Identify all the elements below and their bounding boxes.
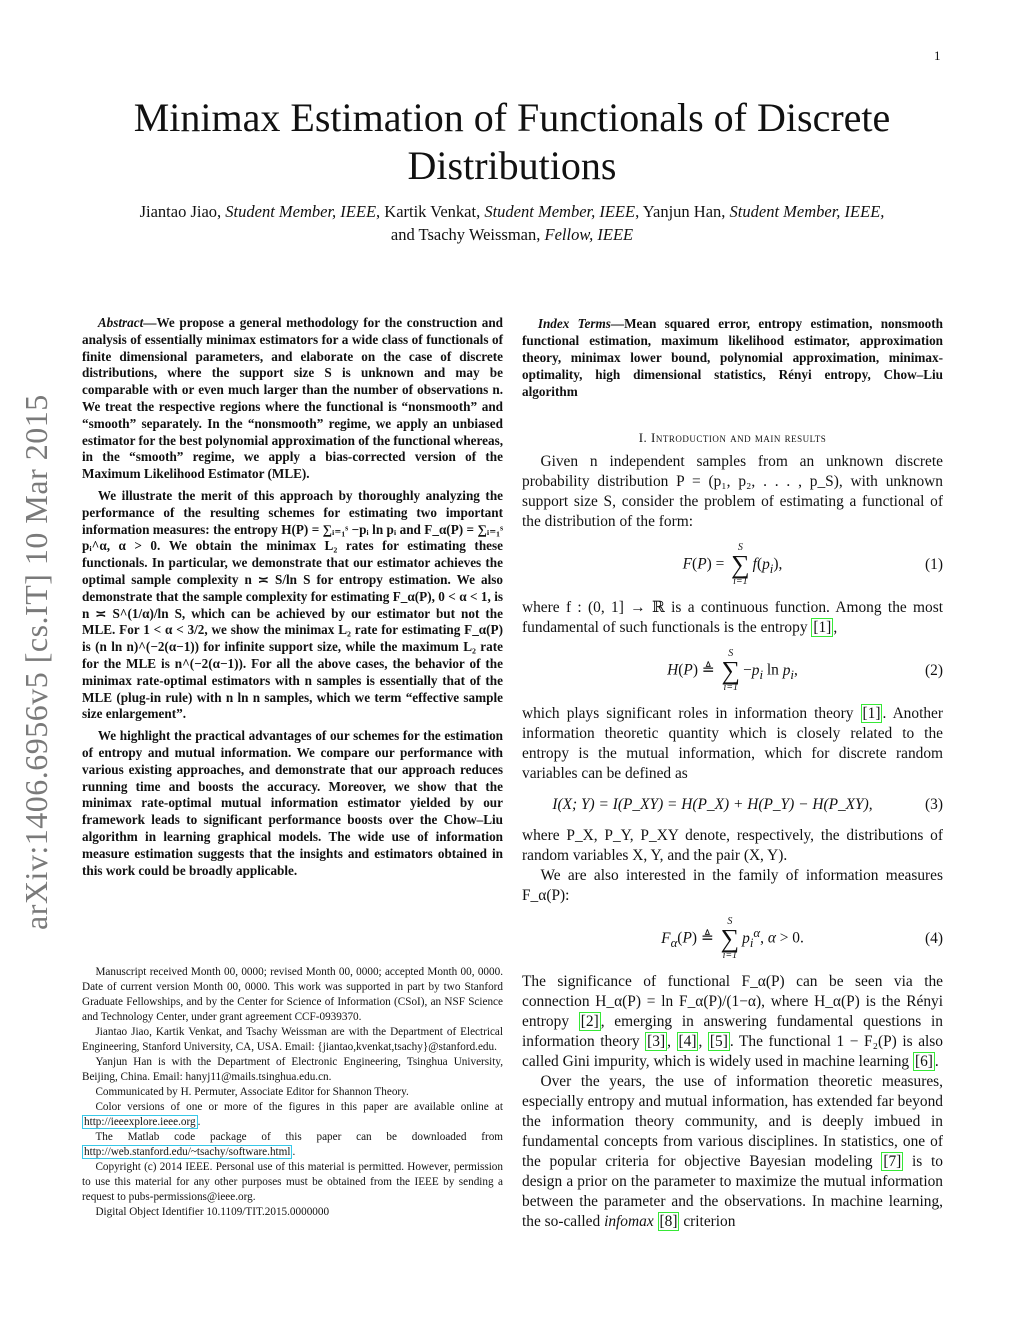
intro-paragraph-7 (522, 1072, 943, 1232)
footnote-text: . (292, 1146, 296, 1158)
citation-link[interactable]: [1] (813, 619, 832, 636)
equation-number: (1) (925, 556, 943, 573)
index-terms (522, 315, 943, 400)
abstract-paragraph-1 (82, 315, 503, 483)
abstract-paragraph-3: We highlight the practical advantages of our schemes for the estimation of entropy and mutual information. We compare our performance with various existing approaches, and demonstrate that our approach reduces running time and boosts the accuracy. Moreover, we show that the minimax rate-optimal mutual information estimator yielded by our framework leads to significant performance boosts over the Chow–Liu algorithm in learning graphical models. The wide use of information measure estimation suggests that the insights and estimators obtained in this work could be broadly applicable. (82, 728, 503, 878)
index-terms-label: Index Terms (537, 316, 611, 331)
citation-link[interactable]: [3] (647, 1033, 666, 1050)
equation-body: I(X; Y) = I(P_XY) = H(P_X) + H(P_Y) − H(P_XY), (552, 796, 873, 813)
citation-link[interactable]: [8] (659, 1213, 678, 1230)
footnote-affiliation-stanford: Jiantao Jiao, Kartik Venkat, and Tsachy Weissman are with the Department of Electrical Engineering, Stanford University, CA, USA. Email: {jiantao,kvenkat,tsachy}@stanford.edu. (82, 1026, 503, 1053)
footnote-color-versions (82, 1100, 503, 1130)
author-name: Jiantao Jiao, (139, 202, 226, 221)
intro-paragraph-1: Given n independent samples from an unknown discrete probability distribution P = (p₁, p₂, . . . , p_S), with unknown support size S, consider the problem of estimating a functional of the distribution of the form: (522, 453, 943, 530)
intro-paragraph-4: where P_X, P_Y, P_XY denote, respectively, the distributions of random variables X, Y, and the pair (X, Y). (522, 827, 943, 864)
author-role: Fellow, IEEE (544, 225, 634, 244)
equation-number: (4) (925, 930, 943, 947)
footnote-code-package (82, 1130, 503, 1160)
body-text: which plays significant roles in information theory (522, 705, 861, 722)
intro-paragraph-3 (522, 704, 943, 784)
citation-link[interactable]: [4] (678, 1033, 697, 1050)
citation-link[interactable]: [5] (709, 1033, 728, 1050)
footnote-copyright: Copyright (c) 2014 IEEE. Personal use of this material is permitted. However, permission to use this material for any other purposes must be obtained from the IEEE by sending a request to pubs-permissions@ieee.org. (82, 1161, 503, 1203)
software-link[interactable]: http://web.stanford.edu/~tsachy/software.html (84, 1146, 291, 1158)
footnote-text: Color versions of one or more of the figures in this paper are available online at (95, 1101, 503, 1113)
body-text: . Another information theoretic quantity which is closely related to the entropy is the mutual information, which for discrete random variables can be defined as (522, 705, 943, 782)
body-text: criterion (679, 1213, 736, 1230)
footnote-manuscript: Manuscript received Month 00, 0000; revised Month 00, 0000; accepted Month 00, 0000. Date of current version Month 00, 0000. This work was supported in part by two Stanford Graduate Fellowships, and by the Center for Science of Information (CSoI), an NSF Science and Technology Center, under grant agreement CCF-0939370. (82, 966, 503, 1023)
author-role: Student Member, IEEE, (729, 202, 885, 221)
body-text: is to design a prior on the parameter to maximize the mutual information between the parameter and the observations. In machine learning, the so-called (522, 1153, 943, 1230)
footnote-affiliation-tsinghua: Yanjun Han is with the Department of Electronic Engineering, Tsinghua University, Beijing, China. Email: hanyj11@mails.tsinghua.edu.cn. (82, 1056, 503, 1083)
body-text (654, 1213, 658, 1230)
paper-title: Minimax Estimation of Functionals of Discrete Distributions (133, 95, 891, 188)
right-column (522, 315, 943, 1232)
citation-link[interactable]: [6] (914, 1053, 933, 1070)
summation-symbol: S ∑ i=1 (720, 916, 740, 961)
author-name: , Yanjun Han, (635, 202, 730, 221)
abstract-paragraph-2: We illustrate the merit of this approach by thoroughly analyzing the performance of the resulting schemes for estimating two important information measures: the entropy H(P) = ∑ᵢ₌₁ˢ −pᵢ ln pᵢ and F_α(P) = ∑ᵢ₌₁ˢ pᵢ^α, α > 0. We obtain the minimax L₂ rates for estimating these functionals. In particular, we demonstrate that our estimator achieves the optimal sample complexity n ≍ S/ln S for entropy estimation. We also demonstrate that the sample complexity for estimating F_α(P), 0 < α < 1, is n ≍ S^(1/α)/ln S, which can be achieved by our estimator but not the MLE. For 1 < α < 3/2, we show the minimax L₂ rate for estimating F_α(P) is (n ln n)^(−2(α−1)) for infinite support size, while the maximum L₂ rate for the MLE is n^(−2(α−1)). For all the above cases, the behavior of the minimax rate-optimal estimators with n samples is essentially that of the MLE (plug-in rule) with n ln n samples, which we term “effective sample size enlargement”. (82, 487, 503, 722)
equation-2: H(P) ≜ S ∑ i=1 $-p_i$ $\ln p_i$, (2) (667, 648, 943, 693)
section-heading (522, 430, 943, 446)
body-text: , emerging in answering fundamental questions in information theory (522, 1013, 943, 1050)
footnote-text: The Matlab code package of this paper can be downloaded from (95, 1131, 503, 1143)
equation-number: (2) (925, 662, 943, 679)
abstract-text: —We propose a general methodology for the construction and analysis of essentially minimax estimators for a wide class of functionals of finite dimensional parameters, and elaborate on the case of discrete distributions, where the support size S is unknown and may be comparable with or even much larger than the number of observations n. We treat the respective regions where the functional is “nonsmooth” and “smooth” separately. In the “nonsmooth” regime, we apply an unbiased estimator for the best polynomial approximation of the functional whereas, in the “smooth” regime, we apply a bias-corrected version of the Maximum Likelihood Estimator (MLE). (82, 315, 504, 482)
abstract-label: Abstract (97, 315, 144, 330)
section-number: I. (638, 430, 648, 445)
footnote-doi: Digital Object Identifier 10.1109/TIT.2015.0000000 (95, 1206, 330, 1218)
body-text: . The functional 1 − F₂(P) is also called Gini impurity, which is widely used in machine learning (522, 1033, 943, 1070)
citation-link[interactable]: [7] (883, 1153, 902, 1170)
author-name: and Tsachy Weissman, (390, 225, 545, 244)
author-role: Student Member, IEEE (484, 202, 636, 221)
author-list (80, 200, 944, 246)
citation-link[interactable]: [2] (580, 1013, 599, 1030)
intro-paragraph-2 (522, 598, 943, 638)
body-text: The significance of functional F_α(P) can be seen via the connection H_α(P) = ln F_α(P)/(1−α), where H_α(P) is the Rényi entropy (522, 973, 943, 1030)
left-column (82, 315, 503, 879)
body-text: . (934, 1053, 939, 1070)
summation-symbol: S ∑ i=1 (731, 542, 750, 587)
equation-1: F(P) = S ∑ i=1 $f(p_i)$, (1) (682, 542, 943, 587)
author-line-1 (80, 200, 944, 223)
intro-paragraph-5: We are also interested in the family of information measures F_α(P): (522, 867, 943, 904)
section-title: Introduction and main results (651, 430, 827, 445)
body-text: , (833, 619, 838, 636)
arxiv-identifier: arXiv:1406.6956v5 [cs.IT] 10 Mar 2015 (18, 394, 54, 930)
equation-3 (522, 790, 943, 820)
body-text: Over the years, the use of information theoretic measures, especially entropy and mutual information, has extended far beyond the information theory community, and is deeply imbued in fundamental concepts from various disciplines. In statistics, one of the popular criteria for objective Bayesian modeling (522, 1073, 943, 1170)
equation-number: (3) (925, 796, 943, 813)
equation-4: $F_\alpha(P)$ ≜ S ∑ i=1 $p_i^\alpha$, α > 0. (4) (661, 916, 943, 961)
author-role: Student Member, IEEE (225, 202, 377, 221)
summation-symbol: S ∑ i=1 (721, 648, 741, 693)
ieeexplore-link[interactable]: http://ieeexplore.ieee.org (84, 1116, 196, 1128)
index-terms-text: —Mean squared error, entropy estimation, nonsmooth functional estimation, maximum likelihood estimator, approximation theory, minimax lower bound, polynomial approximation, minimax-optimality, high dimensional statistics, Rényi entropy, Chow–Liu algorithm (522, 316, 943, 399)
footnote-editor: Communicated by H. Permuter, Associate Editor for Shannon Theory. (95, 1086, 409, 1098)
citation-link[interactable]: [1] (862, 705, 881, 722)
body-text: where f : (0, 1] → ℝ is a continuous function. Among the most fundamental of such functionals is the entropy (522, 599, 943, 636)
intro-paragraph-6: The significance of functional F_α(P) can be seen via the connection H_α(P) = ln F_α(P)/(1−α), where H_α(P) is the Rényi entropy [2] , emerging in answering fundamental questions in information theory [3] , [4] , [5] . The functional 1 − F₂(P) is also called Gini impurity, which is widely used in machine learning [6] . (522, 973, 943, 1070)
page-number: 1 (934, 48, 941, 63)
footnotes (82, 965, 503, 1220)
author-name: , Kartik Venkat, (376, 202, 485, 221)
footnote-text: . (197, 1116, 201, 1128)
body-text-italic: infomax (604, 1213, 654, 1230)
author-line-2 (80, 223, 944, 246)
